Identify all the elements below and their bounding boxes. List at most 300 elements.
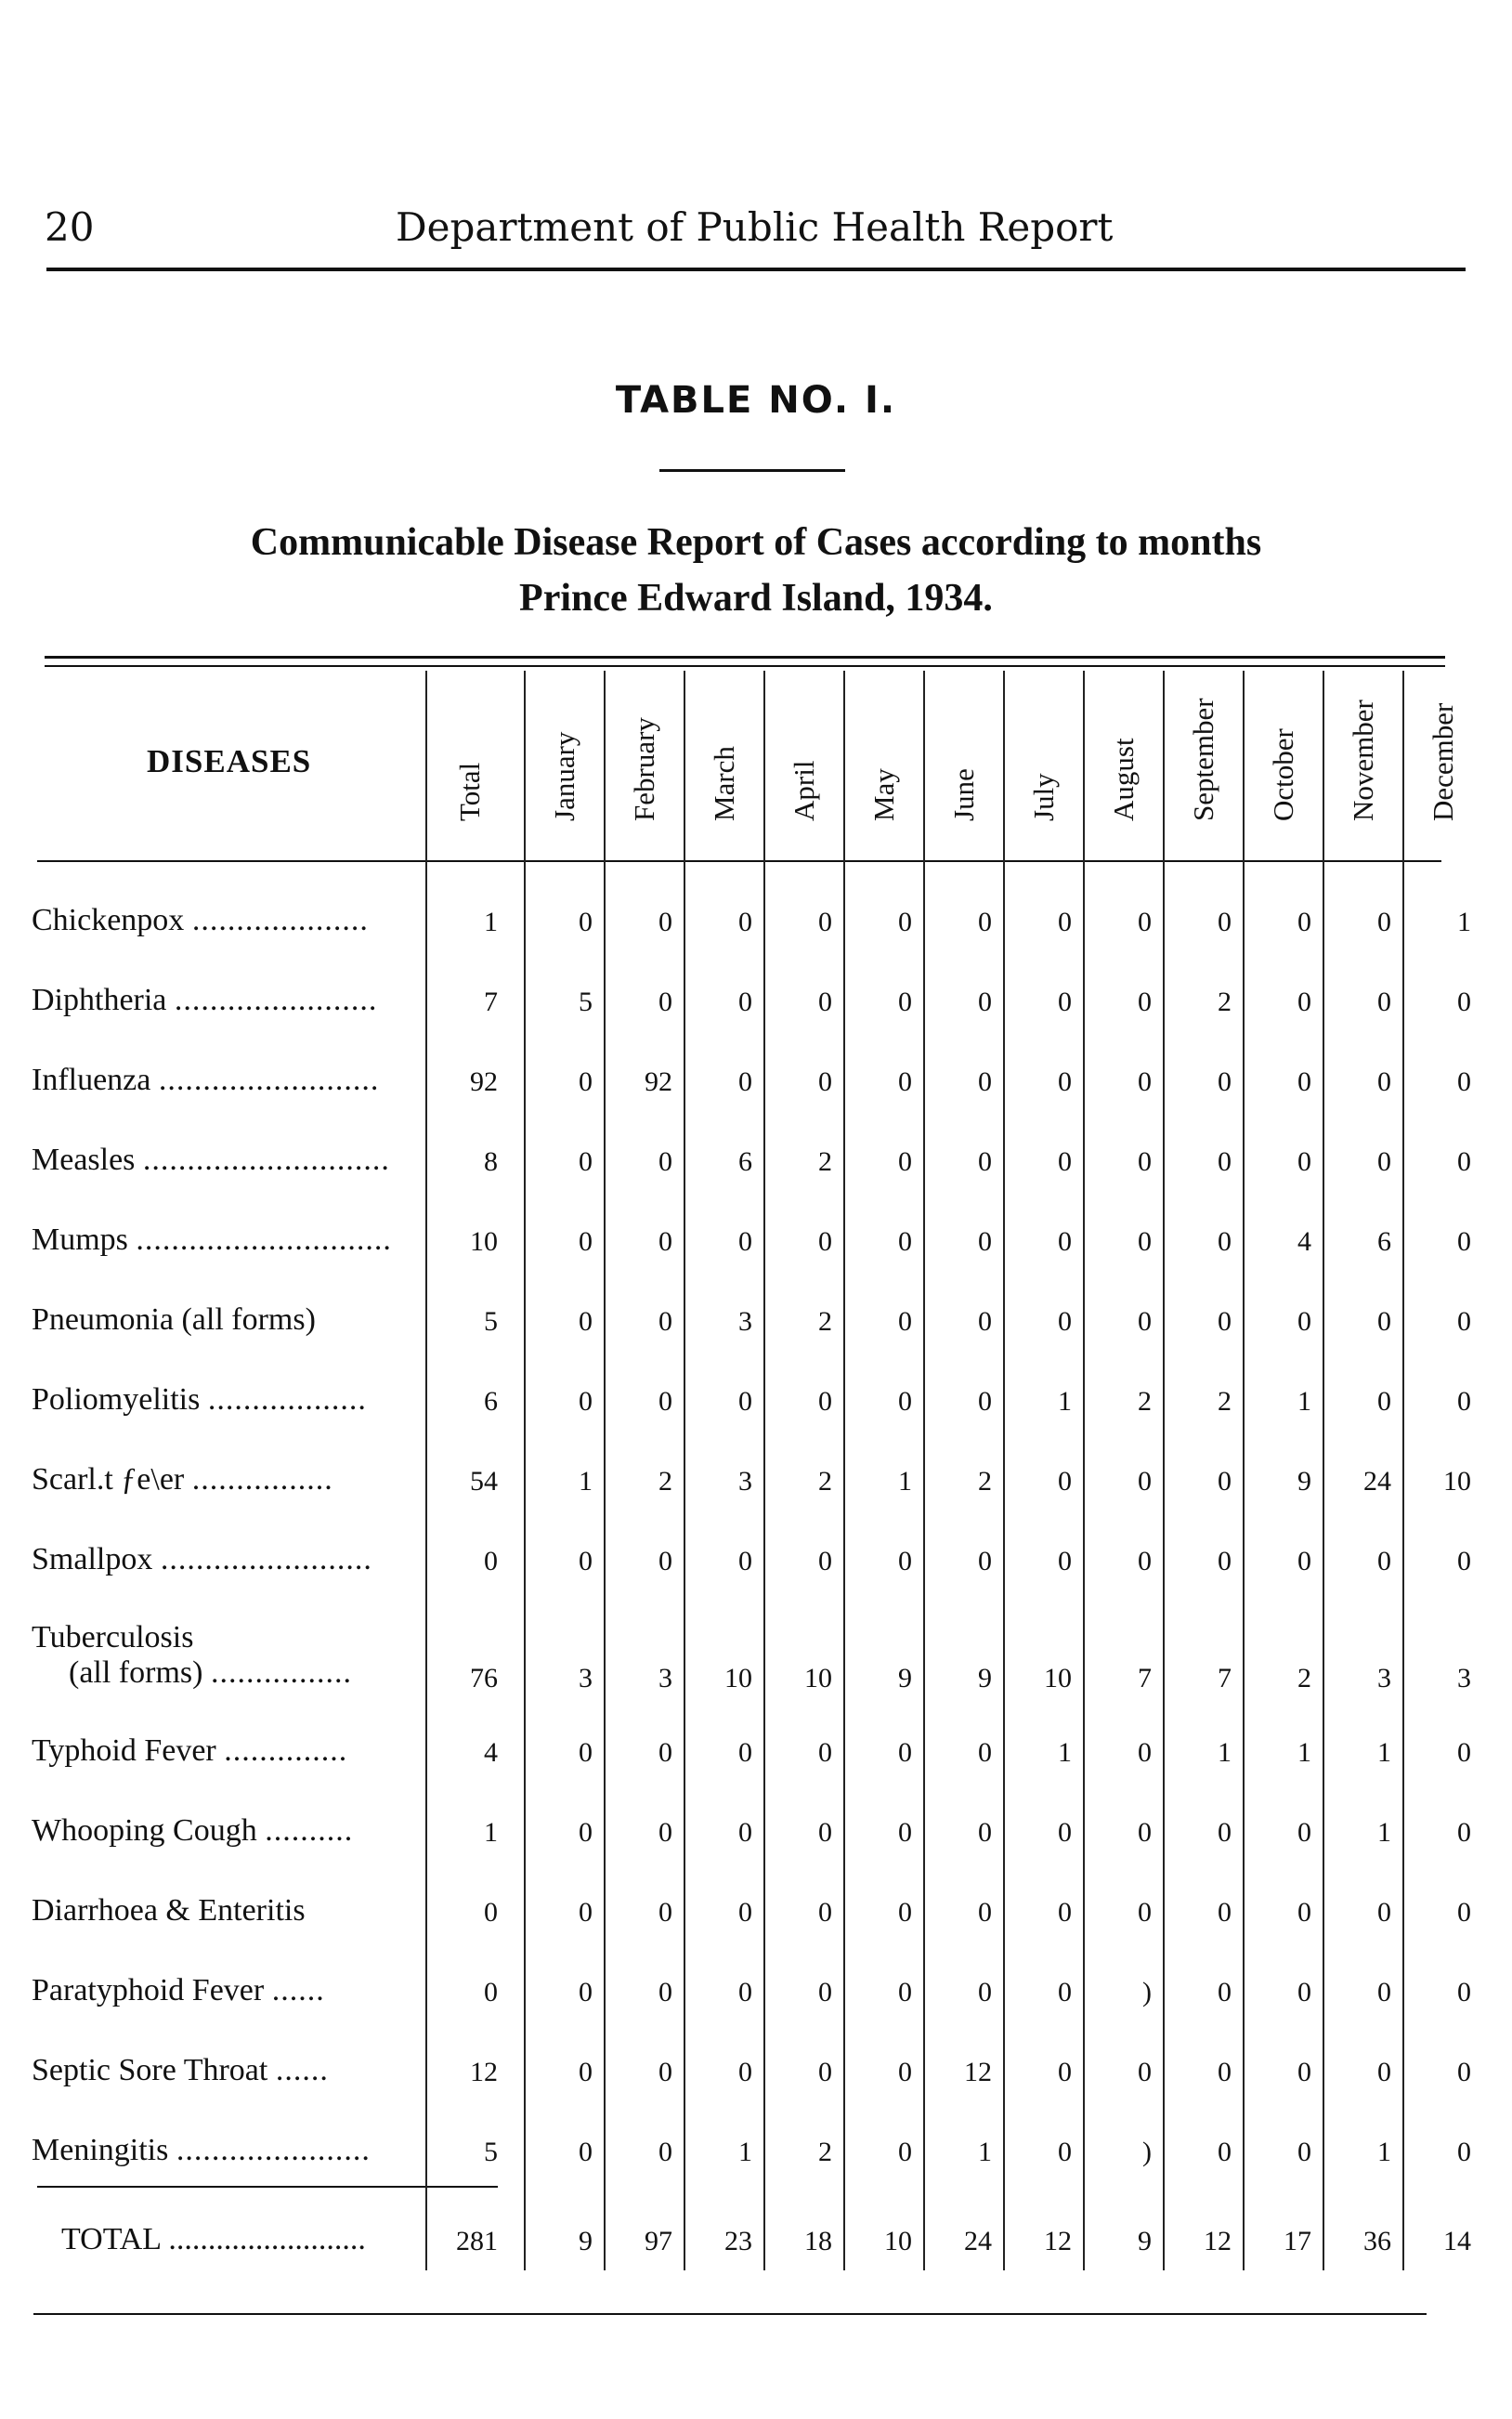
table-cell: 0 xyxy=(1377,2057,1391,2087)
table-cell: 0 xyxy=(978,1546,992,1576)
table-cell: 0 xyxy=(898,1226,912,1257)
table-cell: 0 xyxy=(818,2057,832,2087)
column-header-october xyxy=(1256,632,1311,855)
table-cell: 6 xyxy=(1377,1226,1391,1257)
table-cell: 0 xyxy=(1457,1146,1471,1177)
total-top-rule xyxy=(37,2186,498,2188)
table-cell: 0 xyxy=(898,1306,912,1337)
column-separator xyxy=(763,671,765,2270)
table-cell: 3 xyxy=(738,1306,752,1337)
table-cell: ) xyxy=(1142,2137,1152,2167)
table-cell: 4 xyxy=(1297,1226,1311,1257)
table-cell: 0 xyxy=(1457,1066,1471,1097)
table-cell: 0 xyxy=(1377,1306,1391,1337)
table-cell: 3 xyxy=(658,1663,672,1693)
table-cell: 0 xyxy=(1058,987,1072,1017)
table-number: TABLE NO. I. xyxy=(615,379,897,422)
row-label-text: Measles xyxy=(32,1143,136,1177)
table-cell: 0 xyxy=(1457,1977,1471,2007)
table-cell: 0 xyxy=(1058,1977,1072,2007)
table-cell: 2 xyxy=(978,1466,992,1497)
row-label-text: Septic Sore Throat xyxy=(32,2053,268,2087)
table-cell: 0 xyxy=(978,1897,992,1928)
column-header-january xyxy=(537,632,593,855)
leader-dots: .................. xyxy=(207,1382,367,1417)
table-cell: 24 xyxy=(1363,1466,1391,1497)
table-caption-line2: Prince Edward Island, 1934. xyxy=(519,577,993,620)
table-cell: 0 xyxy=(658,2137,672,2167)
row-label-text: Diphtheria xyxy=(32,983,167,1017)
row-label-text: Poliomyelitis xyxy=(32,1382,201,1417)
leader-dots: ............................ xyxy=(142,1143,390,1177)
column-separator xyxy=(843,671,845,2270)
total-cell: 12 xyxy=(1044,2226,1072,2256)
table-cell: 0 xyxy=(1138,1546,1152,1576)
table-cell: 2 xyxy=(818,1146,832,1177)
row-label xyxy=(32,1620,352,1691)
total-label: TOTAL ......................... xyxy=(61,2222,366,2256)
total-cell: 24 xyxy=(964,2226,992,2256)
table-cell: 0 xyxy=(898,1546,912,1576)
title-divider xyxy=(659,469,845,472)
row-label-text: Influenza xyxy=(32,1063,151,1097)
table-cell: 0 xyxy=(898,1737,912,1768)
column-header-september xyxy=(1176,632,1232,855)
table-cell: 0 xyxy=(579,1737,593,1768)
table-cell: 0 xyxy=(898,1066,912,1097)
row-label-text-2: (all forms) ................ xyxy=(69,1655,352,1690)
total-cell: 23 xyxy=(724,2226,752,2256)
table-cell: 0 xyxy=(1138,1306,1152,1337)
row-label xyxy=(32,1813,353,1849)
total-cell: 9 xyxy=(579,2226,593,2256)
table-cell: 0 xyxy=(1457,2137,1471,2167)
table-cell: 1 xyxy=(978,2137,992,2167)
table-cell: 0 xyxy=(1218,1066,1232,1097)
leader-dots: ...................... xyxy=(176,2133,371,2167)
table-cell: 5 xyxy=(484,1306,498,1337)
table-cell: 92 xyxy=(645,1066,672,1097)
column-header-february xyxy=(617,632,672,855)
column-header-label: February xyxy=(628,717,660,821)
column-header-november xyxy=(1336,632,1391,855)
table-cell: 0 xyxy=(658,1386,672,1417)
table-cell: 0 xyxy=(1297,1897,1311,1928)
table-cell: 0 xyxy=(898,1386,912,1417)
leader-dots: .................... xyxy=(191,903,369,937)
table-cell: 0 xyxy=(1297,1977,1311,2007)
column-header-label: September xyxy=(1187,698,1219,821)
table-cell: 0 xyxy=(1218,2057,1232,2087)
table-cell: 0 xyxy=(579,1306,593,1337)
table-cell: 0 xyxy=(738,1066,752,1097)
table-cell: 0 xyxy=(1297,1306,1311,1337)
column-header-total xyxy=(442,632,498,855)
table-cell: 3 xyxy=(1377,1663,1391,1693)
table-cell: 0 xyxy=(658,1306,672,1337)
table-cell: 2 xyxy=(1138,1386,1152,1417)
table-cell: 2 xyxy=(818,2137,832,2167)
table-cell: 0 xyxy=(898,1146,912,1177)
row-label xyxy=(32,1893,306,1929)
table-cell: 0 xyxy=(1457,1306,1471,1337)
table-cell: 0 xyxy=(1138,1066,1152,1097)
table-cell: 0 xyxy=(1457,1546,1471,1576)
table-cell: 3 xyxy=(1457,1663,1471,1693)
column-header-label: October xyxy=(1267,728,1299,821)
table-cell: 0 xyxy=(1457,1897,1471,1928)
leader-dots: .............. xyxy=(224,1733,348,1768)
table-cell: 0 xyxy=(658,987,672,1017)
table-cell: 0 xyxy=(1138,1737,1152,1768)
total-cell: 9 xyxy=(1138,2226,1152,2256)
table-cell: 0 xyxy=(818,1737,832,1768)
column-header-label: August xyxy=(1107,738,1140,821)
column-separator xyxy=(1323,671,1324,2270)
row-label-text: Smallpox xyxy=(32,1542,153,1576)
table-cell: ) xyxy=(1142,1977,1152,2007)
table-cell: 0 xyxy=(1377,1977,1391,2007)
column-header-label: Total xyxy=(453,762,486,821)
table-cell: 0 xyxy=(1058,1897,1072,1928)
table-cell: 0 xyxy=(978,1977,992,2007)
table-cell: 0 xyxy=(818,907,832,937)
table-cell: 0 xyxy=(818,1226,832,1257)
table-cell: 0 xyxy=(1297,987,1311,1017)
column-separator xyxy=(1003,671,1005,2270)
table-cell: 0 xyxy=(1457,1226,1471,1257)
table-cell: 6 xyxy=(738,1146,752,1177)
column-header-may xyxy=(856,632,912,855)
total-cell: 14 xyxy=(1443,2226,1471,2256)
table-cell: 1 xyxy=(1297,1737,1311,1768)
column-header-label: January xyxy=(548,731,580,821)
table-cell: 12 xyxy=(964,2057,992,2087)
running-title: Department of Public Health Report xyxy=(396,204,1114,250)
table-cell: 0 xyxy=(579,2057,593,2087)
column-separator xyxy=(1083,671,1085,2270)
table-cell: 10 xyxy=(1443,1466,1471,1497)
table-cell: 0 xyxy=(898,1817,912,1848)
table-cell: 0 xyxy=(1058,2137,1072,2167)
table-cell: 0 xyxy=(738,1226,752,1257)
column-separator xyxy=(604,671,606,2270)
column-separator xyxy=(684,671,685,2270)
table-cell: 0 xyxy=(1297,1066,1311,1097)
table-cell: 10 xyxy=(804,1663,832,1693)
row-label xyxy=(32,1733,347,1769)
table-cell: 2 xyxy=(818,1466,832,1497)
table-cell: 0 xyxy=(1138,1146,1152,1177)
table-cell: 10 xyxy=(1044,1663,1072,1693)
table-cell: 0 xyxy=(658,1977,672,2007)
table-cell: 0 xyxy=(978,1146,992,1177)
table-cell: 0 xyxy=(658,1897,672,1928)
table-cell: 0 xyxy=(1218,1466,1232,1497)
table-cell: 0 xyxy=(1218,1897,1232,1928)
column-header-label: June xyxy=(947,768,980,821)
row-label xyxy=(32,1382,367,1418)
table-cell: 0 xyxy=(1058,1226,1072,1257)
table-cell: 0 xyxy=(898,907,912,937)
table-cell: 0 xyxy=(1138,1897,1152,1928)
table-cell: 0 xyxy=(818,1817,832,1848)
table-cell: 0 xyxy=(978,1226,992,1257)
table-cell: 0 xyxy=(1058,1817,1072,1848)
table-cell: 0 xyxy=(658,907,672,937)
table-cell: 1 xyxy=(1218,1737,1232,1768)
table-cell: 0 xyxy=(1377,907,1391,937)
row-label-text: Meningitis xyxy=(32,2133,169,2167)
page-number: 20 xyxy=(45,204,95,250)
table-cell: 0 xyxy=(658,1546,672,1576)
table-cell: 6 xyxy=(484,1386,498,1417)
table-cell: 2 xyxy=(658,1466,672,1497)
column-header-label: May xyxy=(867,768,900,821)
table-cell: 1 xyxy=(1377,2137,1391,2167)
table-cell: 1 xyxy=(484,1817,498,1848)
table-cell: 0 xyxy=(1058,1146,1072,1177)
table-cell: 92 xyxy=(470,1066,498,1097)
table-cell: 0 xyxy=(1218,1306,1232,1337)
table-cell: 0 xyxy=(484,1977,498,2007)
table-cell: 1 xyxy=(579,1466,593,1497)
table-cell: 1 xyxy=(1058,1737,1072,1768)
table-cell: 0 xyxy=(1218,2137,1232,2167)
total-cell: 12 xyxy=(1204,2226,1232,2256)
table-cell: 0 xyxy=(738,1817,752,1848)
table-cell: 0 xyxy=(1218,907,1232,937)
column-header-label: November xyxy=(1347,700,1379,821)
table-cell: 9 xyxy=(898,1663,912,1693)
table-cell: 0 xyxy=(1138,2057,1152,2087)
table-cell: 0 xyxy=(898,1897,912,1928)
table-cell: 0 xyxy=(1058,1306,1072,1337)
row-label-text: Chickenpox xyxy=(32,903,185,937)
table-cell: 12 xyxy=(470,2057,498,2087)
column-separator xyxy=(425,671,427,2270)
row-label xyxy=(32,2133,371,2168)
column-header-march xyxy=(697,632,752,855)
total-cell: 36 xyxy=(1363,2226,1391,2256)
leader-dots: ............................. xyxy=(136,1223,392,1257)
table-cell: 0 xyxy=(579,1817,593,1848)
table-cell: 1 xyxy=(1297,1386,1311,1417)
table-cell: 0 xyxy=(1457,987,1471,1017)
table-cell: 0 xyxy=(978,987,992,1017)
column-header-label: April xyxy=(788,760,820,821)
table-cell: 0 xyxy=(818,1386,832,1417)
column-header-diseases: DISEASES xyxy=(147,743,312,779)
table-cell: 0 xyxy=(738,907,752,937)
table-cell: 0 xyxy=(1297,907,1311,937)
table-cell: 0 xyxy=(978,1737,992,1768)
table-cell: 0 xyxy=(579,907,593,937)
total-cell: 10 xyxy=(884,2226,912,2256)
table-cell: 0 xyxy=(1377,1146,1391,1177)
table-cell: 0 xyxy=(1218,1226,1232,1257)
table-cell: 0 xyxy=(579,1386,593,1417)
table-cell: 2 xyxy=(1218,1386,1232,1417)
column-header-label: March xyxy=(708,746,740,821)
table-cell: 0 xyxy=(738,2057,752,2087)
table-cell: 0 xyxy=(579,2137,593,2167)
table-cell: 0 xyxy=(978,1386,992,1417)
table-cell: 0 xyxy=(1058,2057,1072,2087)
table-cell: 0 xyxy=(579,1897,593,1928)
table-cell: 0 xyxy=(579,1546,593,1576)
table-cell: 0 xyxy=(738,987,752,1017)
table-cell: 0 xyxy=(818,987,832,1017)
table-cell: 7 xyxy=(1138,1663,1152,1693)
table-cell: 1 xyxy=(738,2137,752,2167)
row-label-text: Scarl.t ƒe\er xyxy=(32,1462,185,1497)
table-cell: 4 xyxy=(484,1737,498,1768)
table-cell: 2 xyxy=(1218,987,1232,1017)
row-label-text: Pneumonia (all forms) xyxy=(32,1302,316,1337)
table-cell: 0 xyxy=(898,2057,912,2087)
row-label-text: Typhoid Fever xyxy=(32,1733,216,1768)
leader-dots: ...... xyxy=(271,1973,325,2007)
total-cell: 97 xyxy=(645,2226,672,2256)
table-cell: 0 xyxy=(658,1226,672,1257)
table-cell: 0 xyxy=(658,2057,672,2087)
column-separator xyxy=(1243,671,1245,2270)
row-label xyxy=(32,1542,372,1577)
table-bottom-rule xyxy=(33,2313,1427,2315)
table-cell: 0 xyxy=(658,1737,672,1768)
table-cell: 0 xyxy=(738,1546,752,1576)
table-cell: 0 xyxy=(1138,1226,1152,1257)
table-cell: 2 xyxy=(818,1306,832,1337)
table-cell: 0 xyxy=(1218,1146,1232,1177)
table-cell: 9 xyxy=(978,1663,992,1693)
column-separator xyxy=(923,671,925,2270)
table-cell: 0 xyxy=(1377,1897,1391,1928)
table-cell: 0 xyxy=(738,1386,752,1417)
table-cell: 0 xyxy=(1058,1546,1072,1576)
header-rule xyxy=(46,268,1466,271)
table-cell: 1 xyxy=(1377,1737,1391,1768)
table-cell: 0 xyxy=(978,1066,992,1097)
row-label xyxy=(32,1973,325,2008)
table-cell: 0 xyxy=(1138,1817,1152,1848)
table-cell: 0 xyxy=(658,1146,672,1177)
row-label-text: Tuberculosis xyxy=(32,1620,194,1654)
table-cell: 0 xyxy=(1377,987,1391,1017)
leader-dots: ......................... xyxy=(158,1063,380,1097)
table-cell: 8 xyxy=(484,1146,498,1177)
table-cell: 0 xyxy=(898,1977,912,2007)
table-cell: 7 xyxy=(484,987,498,1017)
column-header-june xyxy=(936,632,992,855)
table-cell: 10 xyxy=(724,1663,752,1693)
table-cell: 76 xyxy=(470,1663,498,1693)
row-label xyxy=(32,903,369,938)
table-cell: 0 xyxy=(579,1977,593,2007)
column-separator xyxy=(1402,671,1404,2270)
table-cell: 0 xyxy=(1058,907,1072,937)
leader-dots: ........................ xyxy=(160,1542,372,1576)
table-cell: 0 xyxy=(1138,1466,1152,1497)
table-cell: 1 xyxy=(898,1466,912,1497)
table-cell: 0 xyxy=(818,1066,832,1097)
total-cell: 17 xyxy=(1284,2226,1311,2256)
table-cell: 5 xyxy=(484,2137,498,2167)
leader-dots: ...... xyxy=(275,2053,329,2087)
total-cell: 281 xyxy=(456,2226,498,2256)
column-header-april xyxy=(776,632,832,855)
row-label-text: Whooping Cough xyxy=(32,1813,257,1848)
header-bottom-rule xyxy=(37,860,1441,862)
row-label xyxy=(32,1063,379,1098)
table-cell: 0 xyxy=(1377,1546,1391,1576)
table-cell: 1 xyxy=(1457,907,1471,937)
table-cell: 0 xyxy=(1377,1386,1391,1417)
table-cell: 0 xyxy=(1218,1546,1232,1576)
column-header-july xyxy=(1016,632,1072,855)
row-label-text: Paratyphoid Fever xyxy=(32,1973,265,2007)
table-cell: 1 xyxy=(1058,1386,1072,1417)
table-cell: 0 xyxy=(898,987,912,1017)
table-cell: 0 xyxy=(1138,987,1152,1017)
table-cell: 0 xyxy=(818,1977,832,2007)
table-caption-line1: Communicable Disease Report of Cases according to months xyxy=(250,521,1262,564)
table-cell: 0 xyxy=(658,1817,672,1848)
table-cell: 0 xyxy=(978,1306,992,1337)
row-label xyxy=(32,1302,316,1338)
table-cell: 0 xyxy=(818,1546,832,1576)
table-cell: 0 xyxy=(1457,1737,1471,1768)
table-cell: 0 xyxy=(1297,2057,1311,2087)
table-cell: 0 xyxy=(738,1737,752,1768)
table-cell: 2 xyxy=(1297,1663,1311,1693)
row-label xyxy=(32,1143,390,1178)
row-label xyxy=(32,2053,329,2088)
leader-dots: ....................... xyxy=(174,983,378,1017)
table-cell: 1 xyxy=(1377,1817,1391,1848)
table-cell: 3 xyxy=(738,1466,752,1497)
leader-dots: ................ xyxy=(191,1462,333,1497)
row-label xyxy=(32,1462,333,1497)
table-cell: 0 xyxy=(1457,2057,1471,2087)
table-cell: 0 xyxy=(1297,1546,1311,1576)
table-cell: 0 xyxy=(1457,1817,1471,1848)
row-label-text: Diarrhoea & Enteritis xyxy=(32,1893,306,1928)
table-cell: 0 xyxy=(1377,1066,1391,1097)
table-cell: 5 xyxy=(579,987,593,1017)
table-cell: 1 xyxy=(484,907,498,937)
table-cell: 0 xyxy=(579,1146,593,1177)
table-cell: 54 xyxy=(470,1466,498,1497)
column-separator xyxy=(524,671,526,2270)
table-cell: 0 xyxy=(1297,1146,1311,1177)
table-cell: 0 xyxy=(484,1897,498,1928)
table-cell: 0 xyxy=(579,1226,593,1257)
table-cell: 0 xyxy=(579,1066,593,1097)
table-cell: 3 xyxy=(579,1663,593,1693)
column-header-december xyxy=(1415,632,1471,855)
table-cell: 10 xyxy=(470,1226,498,1257)
table-cell: 7 xyxy=(1218,1663,1232,1693)
table-cell: 0 xyxy=(818,1897,832,1928)
column-header-label: July xyxy=(1027,773,1060,821)
table-cell: 0 xyxy=(1058,1066,1072,1097)
table-cell: 9 xyxy=(1297,1466,1311,1497)
table-cell: 0 xyxy=(1297,1817,1311,1848)
leader-dots: .......... xyxy=(265,1813,354,1848)
column-separator xyxy=(1163,671,1165,2270)
